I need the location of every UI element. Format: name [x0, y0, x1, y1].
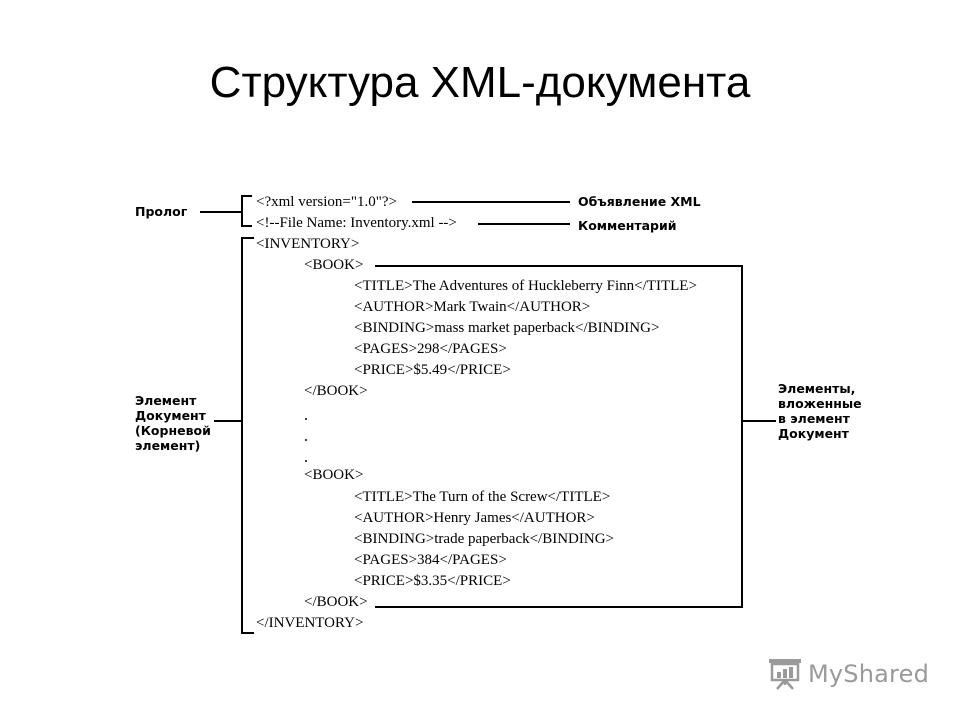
nested-elements-label-line: Документ [778, 426, 849, 441]
code-inventory-close: </INVENTORY> [256, 615, 364, 631]
code-book-title: <TITLE>The Adventures of Huckleberry Finn</TITLE> [354, 278, 697, 294]
root-element-label-line: (Корневой [135, 423, 211, 438]
root-element-label-line: Элемент [135, 393, 197, 408]
comment-label: Комментарий [578, 218, 677, 233]
code-book-author: <AUTHOR>Mark Twain</AUTHOR> [354, 299, 591, 315]
logo-text: MyShared [808, 660, 930, 688]
root-element-label-line: Документ [135, 408, 206, 423]
ellipsis-dot [305, 439, 307, 441]
code-inventory-open: <INVENTORY> [256, 236, 360, 252]
code-book-pages: <PAGES>384</PAGES> [354, 552, 507, 568]
code-book-close: </BOOK> [304, 383, 368, 399]
slide-title: Структура XML-документа [209, 58, 751, 107]
code-book-close: </BOOK> [304, 594, 368, 610]
prolog-bracket [242, 196, 252, 226]
myshared-logo [768, 656, 929, 692]
nested-elements-label-line: Элементы, [778, 381, 856, 396]
xml-declaration-label: Объявление XML [578, 194, 701, 209]
code-book-binding: <BINDING>mass market paperback</BINDING> [354, 320, 660, 336]
code-book-price: <PRICE>$3.35</PRICE> [354, 573, 511, 589]
nested-elements-label [778, 381, 862, 441]
ellipsis-dot [305, 418, 307, 420]
code-book-open: <BOOK> [304, 257, 364, 273]
nested-elements-label-line: вложенные [778, 396, 862, 411]
prolog-label: Пролог [135, 204, 188, 219]
root-element-label-line: элемент) [135, 438, 201, 453]
nested-elements-label-line: в элемент [778, 411, 850, 426]
presentation-board-icon [768, 658, 802, 690]
ellipsis-dot [305, 460, 307, 462]
code-xml-declaration: <?xml version="1.0"?> [256, 194, 397, 210]
root-element-label [135, 393, 211, 453]
code-comment: <!--File Name: Inventory.xml --> [256, 215, 457, 231]
code-book-pages: <PAGES>298</PAGES> [354, 341, 507, 357]
code-book-price: <PRICE>$5.49</PRICE> [354, 362, 511, 378]
code-book-binding: <BINDING>trade paperback</BINDING> [354, 531, 615, 547]
root-element-bracket [242, 238, 254, 633]
code-book-title: <TITLE>The Turn of the Screw</TITLE> [354, 489, 611, 505]
code-book-author: <AUTHOR>Henry James</AUTHOR> [354, 510, 595, 526]
code-book-open: <BOOK> [304, 467, 364, 483]
